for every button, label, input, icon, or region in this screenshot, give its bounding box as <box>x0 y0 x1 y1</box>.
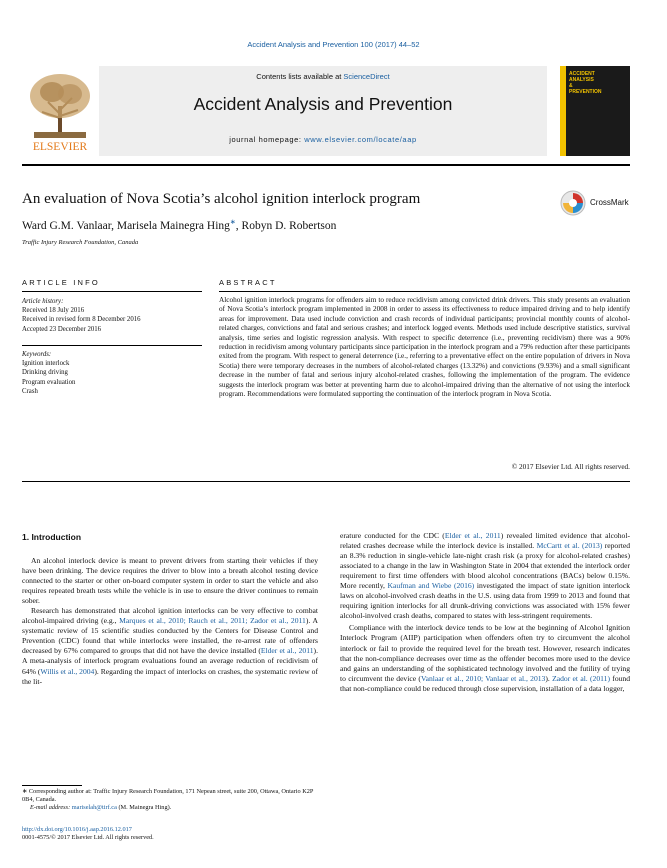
authors-rest: , Robyn D. Robertson <box>235 219 337 232</box>
body-left-column <box>22 556 318 687</box>
elsevier-tree-icon <box>22 66 98 156</box>
citation-link[interactable]: Marques et al., 2010; Rauch et al., 2011; Zador et al., 2011 <box>119 616 306 626</box>
doi-link[interactable]: http://dx.doi.org/10.1016/j.aap.2016.12.017 <box>22 826 132 833</box>
author-list <box>22 218 336 232</box>
intro-paragraph-2: Research has demonstrated that alcohol ignition interlocks can be very effective to combat alcohol-impaired driving (e.g., Marques et al., 2010; Rauch et al., 2011; Zador et al., 2011). A systematic review of 15 scientific studies conducted by the Centers for Disease Control and Prevention (CDC) found that while interlocks were installed, the re-arrest rate of offenders decreased by 67% compared to groups that did not have the device installed (Elder et al., 2011). A meta-analysis of interlock program evaluations found an average reduction of recidivism of 64% (Willis et al., 2004). Regarding the impact of interlocks on crashes, the systematic review of the lit- <box>22 606 318 686</box>
article-history <box>22 297 141 334</box>
homepage-prefix: journal homepage: <box>229 135 305 144</box>
section-heading-introduction: 1. Introduction <box>22 532 82 542</box>
elsevier-logo <box>22 66 98 156</box>
article-info-heading: ARTICLE INFO <box>22 278 100 287</box>
authors-primary: Ward G.M. Vanlaar, Marisela Mainegra Hing <box>22 219 230 232</box>
abstract-text: Alcohol ignition interlock programs for offenders aim to reduce recidivism among convicted drink drivers. This study presents an evaluation of Nova Scotia’s interlock program implemented in 2008 in order to assess its effectiveness to reduce impaired driving and to help identify areas for improvement. Data used include conviction and crash records of individual participants; provincial monthly counts of alcohol-related charges, convictions and fatal and serious crashes; and interlock logged events. Methods used include descriptive statistics, survival analysis, time series and logistic regression analysis. With respect to specific deterrence (i.e., preventing recidivism) there was a 90% reduction in recidivism among voluntary participants since participation in the interlock program and a 79% reduction after these participants exited from the program. With respect to general deterrence (i.e., referring to a preventative effect on the entire population of drivers in Nova Scotia) there were temporary decreases in the numbers of alcohol-related charges (13.32%) and convictions (9.93%) and a small significant decrease in the number of fatal and serious injury alcohol-related crashes, following the implementation of the program. The evidence suggests the interlock program was better at preventing harm due to alcohol-impaired driving than the alternative of not using the interlock program. Recommendations were formulated supporting the continuation of the interlock program in Nova Scotia. <box>219 296 630 399</box>
article-info-rule <box>22 291 202 292</box>
keywords-label: Keywords: <box>22 351 52 358</box>
history-label: Article history: <box>22 298 64 305</box>
affiliation: Traffic Injury Research Foundation, Canada <box>22 239 139 246</box>
body-right-column <box>340 531 630 694</box>
keyword: Crash <box>22 387 38 395</box>
email-link[interactable]: mariselah@tirf.ca <box>71 804 117 812</box>
intro-paragraph-3: erature conducted for the CDC (Elder et al., 2011) revealed limited evidence that alcohol-related crashes decrease while the interlock device is installed. McCartt et al. (2013) reported an 8.3% reduction in single-vehicle late-night crash risk (a proxy for alcohol-related crashes) associated to a change in the law in Washington State in 2004 that extended the interlock order requirement to first time offenders with blood alcohol concentrations (BACs) below 0.15%. More recently, Kaufman and Wiebe (2016) investigated the impact of state ignition interlock laws on alcohol-involved crash deaths in the U.S. using data from 1999 to 2013 and found that requiring ignition interlocks for all drunk-driving convictions was associated with 15% fewer alcohol-involved crash deaths, compared to states with less-stringent requirements. <box>340 531 631 621</box>
history-received: Received 18 July 2016 <box>22 307 85 315</box>
journal-homepage <box>99 135 547 144</box>
header-rule <box>22 164 630 166</box>
keywords <box>22 350 75 396</box>
journal-title: Accident Analysis and Prevention <box>193 94 453 114</box>
crossmark-label[interactable]: CrossMark <box>590 198 629 207</box>
footnote-rule <box>22 785 82 786</box>
citation-link[interactable]: McCartt et al. (2013) <box>536 541 603 551</box>
corresponding-mark[interactable]: ∗ <box>229 218 236 226</box>
abstract-bottom-rule <box>22 481 630 482</box>
history-accepted: Accepted 23 December 2016 <box>22 325 102 333</box>
keyword: Ignition interlock <box>22 360 70 368</box>
citation-link[interactable]: Kaufman and Wiebe (2016) <box>387 581 475 591</box>
footnote-email: E-mail address: mariselah@tirf.ca (M. Mainegra Hing). <box>30 804 172 812</box>
abstract-rule <box>219 291 630 292</box>
citation-link[interactable]: Elder et al., 2011 <box>444 531 501 540</box>
citation-link[interactable]: Zador et al. (2011) <box>552 673 610 683</box>
contents-prefix: Contents lists available at <box>256 72 344 81</box>
cover-band <box>560 66 566 156</box>
journal-citation[interactable]: Accident Analysis and Prevention 100 (2017) 44–52 <box>247 40 420 49</box>
sciencedirect-link[interactable]: ScienceDirect <box>343 72 390 81</box>
crossmark-icon[interactable] <box>560 190 586 216</box>
history-revised: Received in revised form 8 December 2016 <box>22 316 141 324</box>
intro-paragraph-1: An alcohol interlock device is meant to prevent drivers from starting their vehicles if they have been drinking. The device requires the driver to blow into a breath alcohol testing device connected to the starter or other on-board computer system in order to start the vehicle and also requires repeated breath tests while the vehicle is in use to ensure the driver continues to remain sober. <box>22 556 318 606</box>
keywords-rule <box>22 345 202 346</box>
cover-title: ACCIDENT ANALYSIS & PREVENTION <box>569 71 602 95</box>
svg-text:ELSEVIER: ELSEVIER <box>32 141 88 153</box>
intro-paragraph-4: Compliance with the interlock device tends to be low at the beginning of Alcohol Ignition Interlock Program (AIIP) participation when offenders often try to circumvent the alcohol interlock or fail to provide the required level for the breath test. However, research indicates that the non-compliance decreases over time as the offender becomes more used to the device and gains an understanding of the sophisticated technology involved and the futility of trying to circumvent the device (Vanlaar et al., 2010; Vanlaar et al., 2013). Zador et al. (2011) found that non-compliance could be reduced through close supervision, installation of a data logger, <box>340 623 631 693</box>
contents-line <box>99 72 547 81</box>
homepage-link[interactable]: www.elsevier.com/locate/aap <box>304 135 417 144</box>
citation-link[interactable]: Elder et al., 2011 <box>260 646 314 656</box>
abstract-copyright: © 2017 Elsevier Ltd. All rights reserved. <box>511 463 630 471</box>
journal-cover <box>560 66 630 156</box>
corresponding-footnote <box>22 788 318 813</box>
abstract-heading: ABSTRACT <box>219 278 277 287</box>
keyword: Drinking driving <box>22 369 68 377</box>
citation-link[interactable]: Vanlaar et al., 2010; Vanlaar et al., 2013 <box>420 673 546 683</box>
footnote-address: ∗ Corresponding author at: Traffic Injury Research Foundation, 171 Nepean street, suite 200, Ottawa, Ontario K2P 0B4, Canada. <box>22 788 314 804</box>
citation-link[interactable]: Willis et al., 2004 <box>40 666 95 676</box>
article-bottom-info <box>22 826 154 843</box>
keyword: Program evaluation <box>22 378 76 386</box>
article-title: An evaluation of Nova Scotia’s alcohol ignition interlock program <box>22 191 421 207</box>
issn-copyright: 0001-4575/© 2017 Elsevier Ltd. All rights reserved. <box>22 834 154 842</box>
